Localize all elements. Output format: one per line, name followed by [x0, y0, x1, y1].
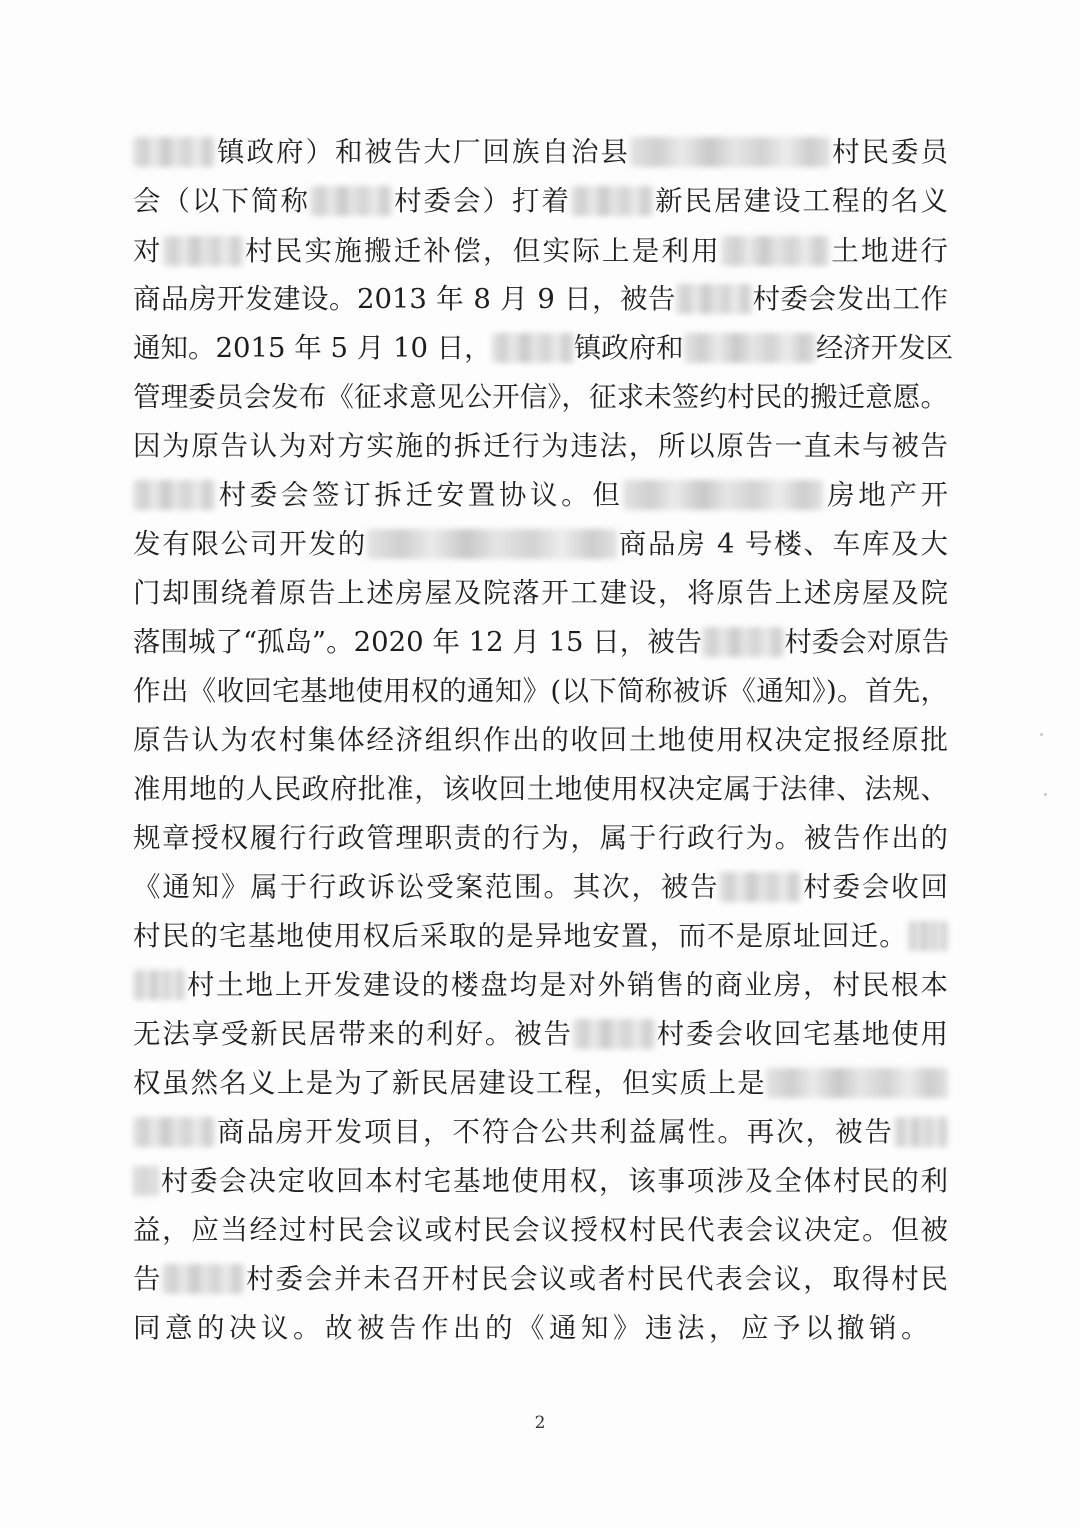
text-line-20 [133, 1063, 948, 1103]
page-number: 2 [534, 1413, 546, 1433]
text-segment: 发有限公司开发的 [133, 528, 368, 560]
text-segment: 商品房开发项目，不符合公共利益属性。再次，被告 [215, 1116, 894, 1148]
text-line-24 [133, 1259, 948, 1299]
redacted-name [367, 529, 617, 559]
text-line-3 [133, 231, 948, 271]
text-segment: 告 [133, 1263, 163, 1295]
text-line-14 [133, 769, 948, 809]
text-line-21 [133, 1112, 948, 1152]
text-line-5 [133, 328, 954, 368]
text-line-1 [133, 132, 948, 172]
text-line-18 [133, 965, 948, 1005]
text-segment: 村土地上开发建设的楼盘均是对外销售的商业房，村民根本 [185, 969, 948, 1001]
text-line-25 [133, 1308, 948, 1348]
redacted-name [133, 480, 215, 510]
text-segment: 村民实施搬迁补偿，但实际上是利用 [242, 235, 721, 267]
text-segment: 管理委员会发布《征求意见公开信》，征求未签约村民的搬迁意愿。 [133, 381, 948, 413]
text-segment: 作出《收回宅基地使用权的通知》(以下简称被诉《通知》)。首先， [133, 675, 948, 707]
text-segment: 村民的宅基地使用权后采取的是异地安置，而不是原址回迁。 [133, 920, 908, 952]
text-line-6 [133, 377, 948, 417]
text-segment: 权虽然名义上是为了新民居建设工程，但实质上是 [133, 1067, 766, 1099]
redacted-name [721, 236, 829, 266]
text-line-22 [133, 1161, 948, 1201]
text-line-13 [133, 720, 948, 760]
text-segment: 村委会决定收回本村宅基地使用权，该事项涉及全体村民的利 [159, 1165, 948, 1197]
text-segment: 规章授权履行行政管理职责的行为，属于行政行为。被告作出的 [133, 822, 948, 854]
text-segment: 准用地的人民政府批准，该收回土地使用权决定属于法律、法规、 [133, 773, 948, 805]
text-segment: 《通知》属于行政诉讼受案范围。其次，被告 [133, 871, 720, 903]
scan-speck [1040, 733, 1043, 736]
redacted-name [492, 333, 574, 363]
redacted-name [676, 284, 752, 314]
text-segment: 房地产开 [823, 479, 949, 511]
text-segment: 益，应当经过村民会议或村民会议授权村民代表会议决定。但被 [133, 1214, 948, 1246]
text-line-11 [133, 622, 948, 662]
text-segment: 经济开发区 [815, 332, 954, 364]
text-segment: 村委会签订拆迁安置协议。但 [215, 479, 624, 511]
text-segment: 通知。2015 年 5 月 10 日， [133, 332, 492, 364]
text-segment: 镇政府和 [573, 332, 684, 364]
text-segment: 村委会收回 [801, 871, 949, 903]
text-segment: 商品房开发建设。2013 年 8 月 9 日，被告 [133, 283, 677, 315]
text-segment: 村委会并未召开村民会议或者村民代表会议，取得村民 [244, 1263, 949, 1295]
scan-speck [1044, 793, 1047, 796]
redacted-name [133, 1117, 215, 1147]
redacted-name [163, 236, 243, 266]
redacted-name [133, 137, 215, 167]
text-line-8 [133, 475, 948, 515]
redacted-name [630, 137, 830, 167]
text-line-15 [133, 818, 948, 858]
text-segment: 商品房 4 号楼、车库及大 [617, 528, 949, 560]
redacted-name [908, 921, 948, 951]
text-segment: 门却围绕着原告上述房屋及院落开工建设，将原告上述房屋及院 [133, 577, 948, 609]
text-segment: 镇政府）和被告大厂回族自治县 [215, 136, 630, 168]
redacted-name [162, 1264, 244, 1294]
text-line-19 [133, 1014, 948, 1054]
text-segment: 对 [133, 235, 163, 267]
text-line-2 [133, 181, 948, 221]
text-line-12 [133, 671, 948, 711]
text-segment: 落围城了“孤岛”。2020 年 12 月 15 日，被告 [133, 626, 703, 658]
text-line-4 [133, 279, 948, 319]
text-segment: 村委会）打着 [392, 185, 571, 217]
text-segment: 会（以下简称 [133, 185, 310, 217]
text-line-10 [133, 573, 948, 613]
text-segment: 原告认为农村集体经济组织作出的收回土地使用权决定报经原批 [133, 724, 948, 756]
text-segment: 土地进行 [829, 235, 948, 267]
redacted-name [894, 1117, 948, 1147]
text-segment: 村委会对原告 [784, 626, 950, 658]
redacted-name [573, 1019, 655, 1049]
redacted-name [623, 480, 823, 510]
text-segment: 因为原告认为对方实施的拆迁行为违法，所以原告一直未与被告 [133, 430, 948, 462]
text-segment: 新民居建设工程的名义 [653, 185, 948, 217]
redacted-name [133, 970, 185, 1000]
text-segment: 无法享受新民居带来的利好。被告 [133, 1018, 573, 1050]
text-segment: 村民委员 [830, 136, 948, 168]
text-line-9 [133, 524, 948, 564]
text-line-7 [133, 426, 948, 466]
redacted-name [133, 1166, 159, 1196]
redacted-name [719, 872, 801, 902]
redacted-name [684, 333, 816, 363]
text-line-16 [133, 867, 948, 907]
redacted-name [702, 627, 784, 657]
text-segment: 同意的决议。故被告作出的《通知》违法，应予以撤销。 [133, 1312, 933, 1344]
text-line-17 [133, 916, 948, 956]
text-segment: 村委会发出工作 [752, 283, 948, 315]
redacted-name [310, 186, 392, 216]
text-line-23 [133, 1210, 948, 1250]
redacted-name [571, 186, 653, 216]
redacted-name [766, 1068, 948, 1098]
text-segment: 村委会收回宅基地使用 [654, 1018, 949, 1050]
